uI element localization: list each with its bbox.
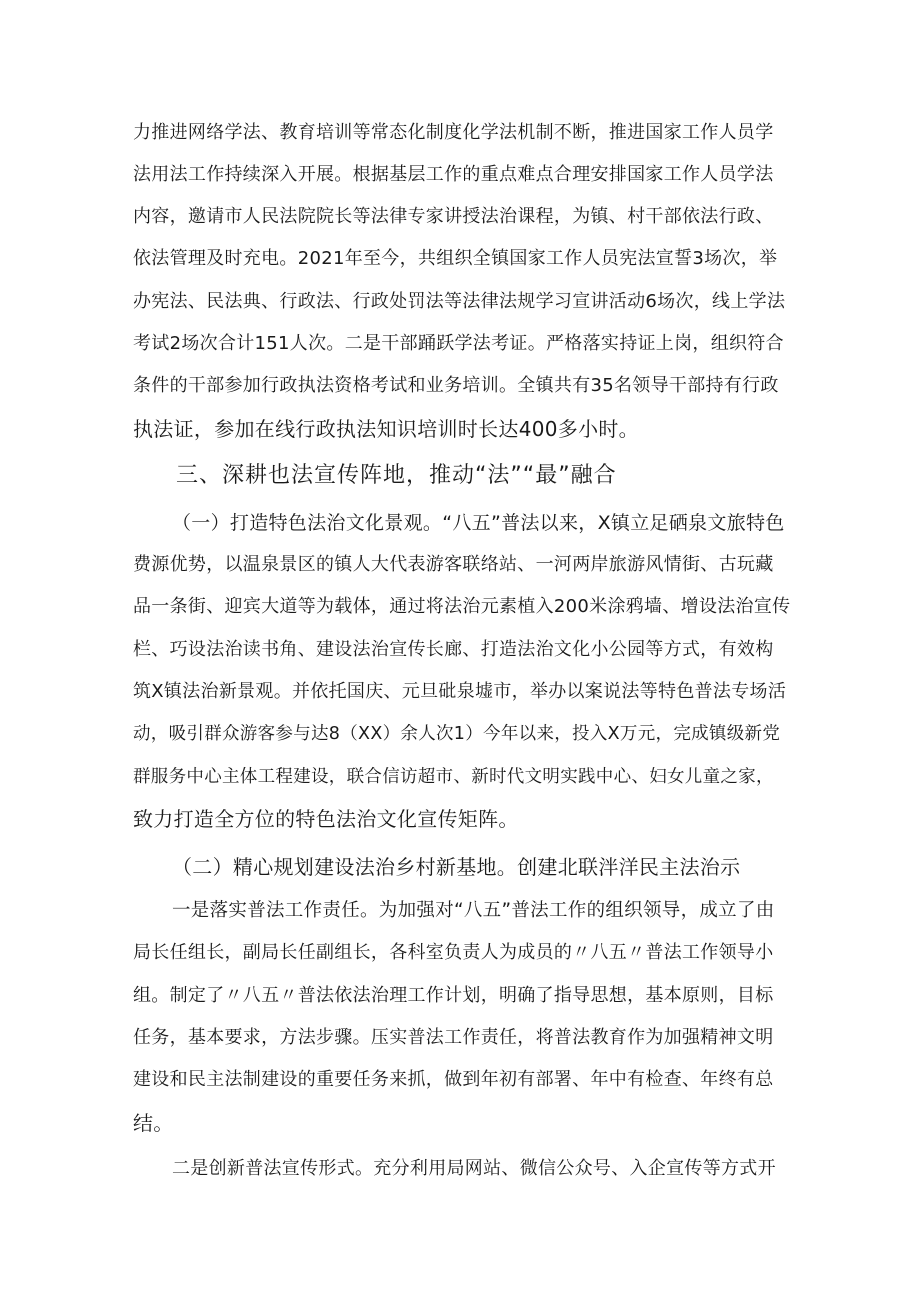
paragraph-line: 依法管理及时充电。2021年至今，共组织全镇国家工作人员宪法宣誓3场次，举 — [133, 248, 778, 269]
paragraph-line: 结。 — [133, 1111, 174, 1135]
paragraph-line: 致力打造全方位的特色法治文化宣传矩阵。 — [133, 807, 519, 831]
section-heading: 三、深耕也法宣传阵地，推动“法”“最”融合 — [176, 463, 617, 488]
paragraph-line: 力推进网络学法、教育培训等常态化制度化学法机制不断，推进国家工作人员学 — [133, 122, 774, 143]
paragraph-line: 任务，基本要求，方法步骤。压实普法工作责任，将普法教育作为加强精神文明 — [133, 1027, 774, 1048]
paragraph-line: 栏、巧设法治读书角、建设法治宣传长廊、打造法治文化小公园等方式，有效构 — [133, 639, 774, 660]
paragraph-line: 内容，邀请市人民法院院长等法律专家讲授法治课程，为镇、村干部依法行政、 — [133, 206, 774, 227]
paragraph-line: 二是创新普法宣传形式。充分利用局网站、微信公众号、入企宣传等方式开 — [172, 1158, 776, 1179]
subsection-heading: （二）精心规划建设法治乡村新基地。创建北联泮洋民主法治示 — [172, 855, 741, 879]
paragraph-line: 考试2场次合计151人次。二是干部踊跃学法考证。严格落实持证上岗，组织符合 — [133, 333, 784, 354]
paragraph-line: 费源优势，以温泉景区的镇人大代表游客联络站、一河两岸旅游风情街、古玩藏 — [133, 554, 774, 575]
paragraph-line: 组。制定了〃八五〃普法依法治理工作计划，明确了指导思想，基本原则，目标 — [133, 985, 774, 1006]
paragraph-line: 条件的干部参加行政执法资格考试和业务培训。全镇共有35名领导干部持有行政 — [133, 375, 779, 396]
paragraph-line: 法用法工作持续深入开展。根据基层工作的重点难点合理安排国家工作人员学法 — [133, 164, 774, 185]
paragraph-line: 群服务中心主体工程建设，联合信访超市、新时代文明实践中心、妇女儿童之家， — [133, 767, 774, 787]
paragraph-line: 执法证，参加在线行政执法知识培训时长达400多小时。 — [133, 417, 639, 441]
paragraph-line: 一是落实普法工作责任。为加强对“八五”普法工作的组织领导，成立了由 — [172, 900, 775, 921]
paragraph-line: 建设和民主法制建设的重要任务来抓，做到年初有部署、年中有检查、年终有总 — [133, 1069, 774, 1090]
paragraph-line: 动，吸引群众游客参与达8（XX）余人次1）今年以来，投入X万元，完成镇级新党 — [133, 724, 781, 744]
paragraph-line: 局长任组长，副局长任副组长，各科室负责人为成员的〃八五〃普法工作领导小 — [133, 942, 774, 963]
paragraph-line: 筑X镇法治新景观。并依托国庆、元旦砒泉墟市，举办以案说法等特色普法专场活 — [133, 681, 787, 702]
paragraph-line: （一）打造特色法治文化景观。“八五”普法以来，X镇立足硒泉文旅特色 — [172, 512, 785, 534]
paragraph-line: 办宪法、民法典、行政法、行政处罚法等法律法规学习宣讲活动6场次，线上学法 — [133, 291, 786, 312]
paragraph-line: 品一条街、迎宾大道等为载体，通过将法治元素植入200米涂鸦墙、增设法治宣传 — [133, 596, 791, 617]
